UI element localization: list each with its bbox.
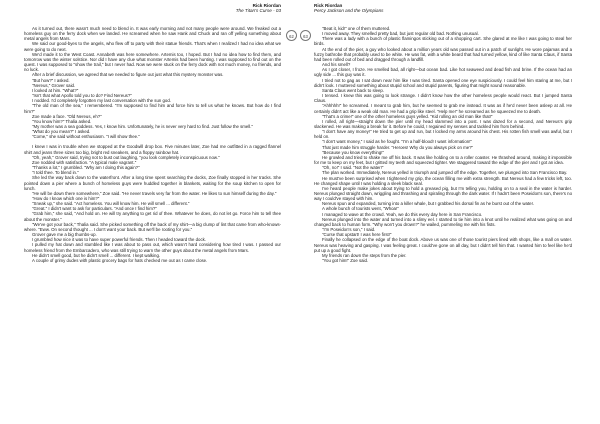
left-header-author: Rick Riordan (252, 3, 281, 8)
paragraph: I rolled, all right—straight down the pier until my head slammed into a post. I was dazed for a second, and Nereus's grip slackened. He was making a break for it. Before he could, I regained my senses and tackled him from behind. (314, 118, 572, 129)
right-page-body (314, 26, 572, 263)
paragraph: "Nereus," Grover said. (32, 82, 76, 88)
right-page-number: 63 (300, 30, 311, 41)
paragraph: That just made him struggle harder. "Heroes! Why do you always pick on me?" (322, 144, 474, 150)
paragraph: Nereus spun and expanded, turning into a killer whale, but I grabbed his dorsal fin as he burst out of the water. (322, 201, 535, 207)
paragraph: "He will be down there somewhere," Zoe said. "He never travels very far from the water. He likes to sun himself during the day." (32, 190, 277, 196)
paragraph: At the end of the pier, a guy who looked about a million years old was passed out in a patch of sunlight. He wore pajamas and a fuzzy bathrobe that probably used to be white. He was fat, with a white beard that had turned yellow, kind of like Santa Claus, if Santa had been rolled out of bed and dragged through a landfill. (314, 46, 572, 62)
left-page-number: 62 (286, 30, 297, 41)
paragraph: I nodded. I'd completely forgotten my last conversation with the sun god. (32, 98, 171, 104)
paragraph: I knew I was in trouble when we stopped at the Goodwill drop box. Five minutes later, Zoe had me outfitted in a ragged flannel shirt and jeans three sizes too big, bright red sneakers, and a floppy rainbow hat. (24, 144, 281, 155)
paragraph: "I told thee. To blend in." (32, 170, 79, 176)
paragraph: "We've got your back," Thalia said. She picked something off the back of my shirt—a big clump of lint that came from who-knows-where. "Eww. On second thought ... I don't want your back. But we'll be rooting for you." (24, 221, 281, 232)
right-page-header (314, 3, 572, 23)
paragraph: Finally he collapsed on the edge of the boat dock. Above us was one of those tourist piers lined with shops, like a mall on water. Nereus was heaving and gasping. I was feeling great. I could've gone on all day, but I didn't tell him that. I wanted him to feel like he'd put up a good fight. (314, 237, 572, 253)
right-header-subtitle: Percy Jackson and the Olympians (314, 8, 384, 14)
paragraph: And his smell? (322, 62, 351, 68)
paragraph: He growled and tried to shake me off his back. It was like holding on to a roller coaster. He thrashed around, making it impossible for me to keep on my feet, but I gritted my teeth and squeezed tighter. We staggered toward the edge of the pier and I got an idea. (314, 154, 572, 166)
paragraph: Santa Claus went back to sleep. (322, 87, 385, 93)
paragraph: "Curse that upstart! I was here first!" (322, 232, 392, 238)
paragraph: I tried not to gag as I sat down near him like I was tired. Santa opened one eye suspiciously. I could feel him staring at me, but I didn't look. I muttered something about stupid school and stupid parents, figuring that might sound reasonable. (314, 77, 572, 88)
paragraph: "Come," she said without enthusiasm. "I will show thee." (32, 134, 140, 140)
paragraph: "Grab him," she said, "And hold on. He will try anything to get rid of thee. Whatever he does, do not let go. Force him to tell thee about the monster." (24, 211, 281, 222)
paragraph: I moved away. They smelled pretty bad, but just regular old bad. Nothing unusual. (322, 31, 479, 37)
paragraph: "Thanks a lot," I grumbled. "Why am I doing this again?" (32, 165, 140, 171)
paragraph: I grumbled how nice it was to have super powerful friends. Then I headed toward the dock. (32, 237, 207, 243)
paragraph: "My mother was a sea goddess. Yes, I know him. Unfortunately, he is never very hard to find. Just follow the smell." (32, 123, 254, 129)
paragraph: "That's a crime!" one of the other homeless guys yelled. "Kid rolling an old man like that!" (322, 113, 493, 119)
paragraph: "Great." I didn't want to ask for particulars. "And once I find him?" (32, 206, 157, 212)
right-page (314, 0, 572, 424)
paragraph: "I don't have any money!" He tried to get up and run, but I locked my arms around his chest. His rotten fish smell was awful, but I held on. (314, 129, 572, 140)
left-header-subtitle: The Titan's Curse - 03 (235, 8, 281, 14)
paragraph: "What do you mean?" I asked. (32, 129, 91, 135)
paragraph: "The old man of the sea," I remembered. "I'm supposed to find him and force him to tell us what he knows. But how do I find him?" (24, 103, 281, 114)
paragraph: "Because you know everything!" (322, 149, 385, 155)
paragraph: We said our good-byes to the angels, who flew off to party with their statue friends. That's when I realized I had no idea what we were going to do next. (24, 41, 281, 52)
paragraph: She led the way back down to the waterfront. After a long time spent searching the docks, Zoe finally stopped in her tracks. She pointed down a pier where a bunch of homeless guys were huddled together in blankets, waiting for the soup kitchen to open for lunch. (24, 175, 281, 191)
paragraph: The plan worked. Immediately, Nereus yelled in triumph and jumped off the edge. Together, we plunged into San Francisco Bay. (322, 170, 568, 176)
paragraph: "I'm Poseidon's son," I said. (322, 227, 376, 233)
paragraph: "Isn't that what Apollo told you to do? Find Nereus?" (32, 93, 132, 99)
paragraph: There was a lady with a bunch of plastic flamingos sticking out of a shopping cart. She glared at me like I was going to steal her birds. (314, 36, 572, 47)
paragraph: A couple of grimy dudes with plastic grocery bags for hats checked me out as I came close. (32, 257, 208, 263)
paragraph: "Oh, no!" I said. "Not the water!" (322, 165, 384, 171)
paragraph: I've heard people make jokes about trying to hold a greased pig, but I'm telling you, holding on to a seal in the water is harder. Nereus plunged straight down, wriggling and thrashing and spiraling through the dark water. If I hadn't been Poseidon's son, there's no way I could've stayed with him. (314, 185, 572, 202)
paragraph: He didn't smell good, but he didn't smell ... different. I kept walking. (32, 252, 161, 258)
paragraph: "Ahhhhh!" he screamed. I meant to grab him, but he seemed to grab me instead. It was as if he'd never been asleep at all. He certainly didn't act like a weak old man. He had a grip like steel. "Help me!" he screamed as he squeezed me to death. (314, 103, 572, 114)
paragraph: "Beat it, kid!" one of them muttered. (322, 26, 391, 31)
paragraph: "How do I know which one is him?" (32, 196, 100, 201)
paragraph: Zoe nodded with satisfaction. "A typical male vagrant." (32, 159, 137, 165)
paragraph: After a brief discussion, we agreed that we needed to figure out just what this mystery monster was. (32, 72, 224, 78)
paragraph: Nereus plunged into the water and turned into a slimy eel. I started to tie him into a knot until he realized what was going on and changed back to human form. "Why won't you drown?" he wailed, pummeling me with his fists. (314, 216, 572, 227)
paragraph: "You got him!" Zoe said. (322, 258, 369, 264)
left-page-header (24, 3, 281, 23)
paragraph: A whole bunch of tourists went, "Whoa!" (322, 206, 399, 212)
paragraph: As it turned out, there wasn't much need to blend in. It was early morning and not many people were around. We freaked out a homeless guy on the ferry dock when we landed. He screamed when he saw Hank and Chuck and ran off yelling something about metal angels from Mars. (24, 26, 281, 42)
paragraph: Zoe made a face. "Old Nereus, eh?" (32, 113, 102, 119)
paragraph: "I don't want money," I said as he fought. "I'm a half-blood! I want information!" (322, 139, 472, 145)
left-page (24, 0, 281, 424)
paragraph: I pulled my hat down and stumbled like I was about to pass out, which wasn't hard considering how tired I was. I passed our homeless friend from the Embarcadero, who was still trying to warn the other guys about the metal angels from Mars. (24, 242, 281, 253)
paragraph: "Sneak up," she said. "Act homeless. You will know him. He will smell ... different." (32, 201, 190, 207)
paragraph: I looked at him. "What?" (32, 87, 79, 93)
paragraph: I tensed. I knew this was going to look strange. I didn't know how the other homeless people would react. But I jumped Santa Claus. (314, 93, 572, 104)
paragraph: As I got closer, I froze. He smelled bad, all right—but ocean bad. Like hot seaweed and dead fish and brine. If the ocean had an ugly side ... this guy was it. (314, 67, 572, 78)
left-page-body (24, 26, 281, 263)
paragraph: I managed to wave at the crowd. Yeah, we do this every day here in San Francisco. (322, 211, 483, 217)
right-header-author: Rick Riordan (314, 3, 343, 8)
paragraph: "Oh, yeah," Grover said, trying not to bust out laughing, "you look completely inconspicuous now." (32, 154, 220, 160)
paragraph: My friends ran down the steps from the pier. (322, 252, 407, 258)
paragraph: "You know him?" Thalia asked. (32, 118, 92, 124)
paragraph: Grover gave me a big thumbs-up. (32, 232, 97, 238)
paragraph: We'd made it to the West Coast. Annabeth was here somewhere. Artemis too, I hoped. But I had no idea how to find them, and tomorrow was the winter solstice. Nor did I have any clue what monster Artemis had been hunting. I was supposed to find out on the quest. I was supposed to "show the trail," but I never had. Now we were stuck on the ferry dock with not much money, no friends, and no luck. (24, 51, 281, 73)
paragraph: "But how?" I asked. (32, 77, 70, 83)
paragraph: He must've been surprised when I tightened my grip, the ocean filling me with extra strength. But Nereus had a few tricks left, too. He changed shape until I was holding a sleek black seal. (314, 175, 572, 186)
